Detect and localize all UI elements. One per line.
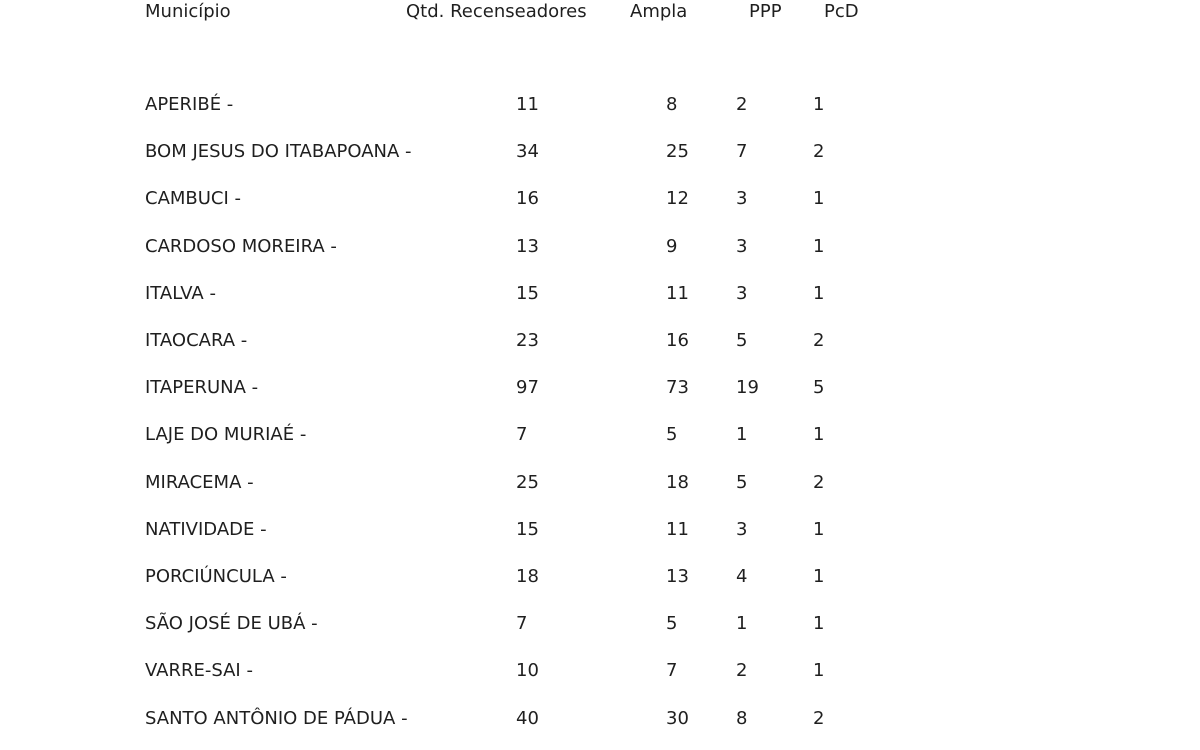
cell-ampla: 5 [666,613,678,634]
cell-pcd: 2 [813,708,825,729]
header-pcd: PcD [824,1,859,22]
cell-qtd-recenseadores: 40 [516,708,539,729]
cell-ampla: 7 [666,660,678,681]
cell-pcd: 1 [813,613,825,634]
cell-municipio: SÃO JOSÉ DE UBÁ - [145,613,318,634]
cell-municipio: NATIVIDADE - [145,519,267,540]
cell-qtd-recenseadores: 34 [516,141,539,162]
cell-ppp: 5 [736,330,748,351]
cell-pcd: 1 [813,188,825,209]
cell-pcd: 1 [813,519,825,540]
cell-municipio: LAJE DO MURIAÉ - [145,424,307,445]
cell-qtd-recenseadores: 23 [516,330,539,351]
cell-qtd-recenseadores: 15 [516,519,539,540]
cell-ppp: 2 [736,94,748,115]
cell-qtd-recenseadores: 10 [516,660,539,681]
cell-ppp: 3 [736,519,748,540]
cell-pcd: 1 [813,660,825,681]
cell-ppp: 2 [736,660,748,681]
cell-municipio: SANTO ANTÔNIO DE PÁDUA - [145,708,408,729]
cell-qtd-recenseadores: 18 [516,566,539,587]
cell-pcd: 1 [813,236,825,257]
header-municipio: Município [145,1,231,22]
cell-pcd: 2 [813,141,825,162]
header-ppp: PPP [749,1,782,22]
cell-ampla: 9 [666,236,678,257]
cell-ppp: 7 [736,141,748,162]
cell-ppp: 5 [736,472,748,493]
cell-ampla: 13 [666,566,689,587]
cell-qtd-recenseadores: 15 [516,283,539,304]
cell-pcd: 1 [813,283,825,304]
cell-ampla: 30 [666,708,689,729]
cell-pcd: 2 [813,472,825,493]
cell-pcd: 1 [813,424,825,445]
cell-municipio: CAMBUCI - [145,188,242,209]
cell-municipio: CARDOSO MOREIRA - [145,236,337,257]
cell-pcd: 2 [813,330,825,351]
cell-pcd: 5 [813,377,825,398]
cell-ppp: 3 [736,188,748,209]
header-qtd-recenseadores: Qtd. Recenseadores [406,1,587,22]
cell-ampla: 5 [666,424,678,445]
cell-municipio: MIRACEMA - [145,472,254,493]
cell-municipio: BOM JESUS DO ITABAPOANA - [145,141,412,162]
cell-municipio: ITALVA - [145,283,216,304]
cell-qtd-recenseadores: 11 [516,94,539,115]
cell-ppp: 3 [736,283,748,304]
cell-ppp: 1 [736,424,748,445]
header-ampla: Ampla [630,1,688,22]
cell-ampla: 12 [666,188,689,209]
cell-municipio: APERIBÉ - [145,94,234,115]
cell-ppp: 4 [736,566,748,587]
cell-ppp: 19 [736,377,759,398]
cell-ampla: 18 [666,472,689,493]
cell-ppp: 8 [736,708,748,729]
cell-ampla: 11 [666,283,689,304]
cell-ampla: 16 [666,330,689,351]
cell-qtd-recenseadores: 25 [516,472,539,493]
cell-ampla: 8 [666,94,678,115]
cell-qtd-recenseadores: 13 [516,236,539,257]
cell-qtd-recenseadores: 7 [516,613,528,634]
cell-qtd-recenseadores: 7 [516,424,528,445]
cell-qtd-recenseadores: 97 [516,377,539,398]
cell-municipio: PORCIÚNCULA - [145,566,287,587]
cell-pcd: 1 [813,566,825,587]
cell-ampla: 73 [666,377,689,398]
cell-ppp: 1 [736,613,748,634]
cell-qtd-recenseadores: 16 [516,188,539,209]
cell-municipio: ITAPERUNA - [145,377,259,398]
cell-ampla: 11 [666,519,689,540]
cell-pcd: 1 [813,94,825,115]
cell-municipio: VARRE-SAI - [145,660,253,681]
cell-ampla: 25 [666,141,689,162]
cell-municipio: ITAOCARA - [145,330,248,351]
cell-ppp: 3 [736,236,748,257]
